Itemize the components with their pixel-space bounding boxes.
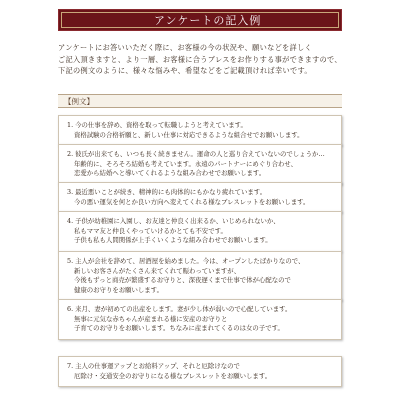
example-line: 5. 主人が会社を辞めて、居酒屋を始めました。今は、オープンしたばかりなので、 [67,257,305,265]
example-card-2 [58,144,342,185]
example-card-7 [58,356,342,387]
example-line: 子供も私も人間関係が上手くいくような組み合わせでお願いします。 [74,236,272,245]
example-line: 2. 彼氏が出来ても、いつも長く続きません。運命の人と巡り合えていないのでしょうか… [67,150,325,158]
example-line: 4. 子供が幼稚園に入園し、お友達と仲良く出来るか、いじめられないか、 [67,217,280,225]
intro-line: 下記の例文のように、様々な悩みや、希望などをご記載頂ければ幸いです。 [58,66,312,76]
page-title-bar [58,9,342,31]
example-line: 7. 主人の仕事運アップとお給料アップ、それと厄除けなので [67,362,240,370]
example-line: 3. 最近悪いことが続き、精神的にも肉体的にもかなり疲れています。 [67,188,267,196]
example-line: 私もママ友と仲良くやっていけるかとても不安です。 [74,226,227,235]
examples-label: 【例文】 [58,94,342,108]
example-line: 年齢的に、そろそろ結婚も考えています。永遠のパートナーにめぐり合わせ、 [74,159,297,168]
example-line: 新しいお客さんがたくさん来てくれて賑わっていますが、 [74,266,241,275]
example-card-4 [58,211,342,252]
example-card-6 [58,299,342,340]
example-line: 資格試験の合格祈願と、新しい仕事に対応できるような組合せでお願いします。 [74,130,304,139]
intro-text [58,42,358,77]
example-card-3 [58,182,342,213]
example-line: 厄除け・交通安全のお守りになる様なブレスレットをお願いします。 [74,371,272,380]
example-line: 無事に元気な赤ちゃんが産まれる様に安産のお守りと [74,314,228,323]
intro-line: ご記入頂きますと、より一層、お客様に合うブレスをお作りする事ができますので、 [58,54,342,64]
example-line: 健康のお守りをお願いします。 [74,285,163,294]
example-card-5 [58,251,342,301]
example-line: 今後もずっと商売が繁盛するお守りと、深夜遅くまで仕事で体が心配なので [74,276,291,285]
intro-line: アンケートにお答いいただく際に、お客様の今の状況や、願いなどを詳しく [58,43,313,52]
page-title: アンケートの記入例 [154,14,262,27]
example-line: 1. 今の仕事を辞め、資格を取って転職しようと考えています。 [67,121,247,129]
example-line: 子育てのお守りをお願いします。ちなみに産まれてくるのは女の子です。 [74,324,284,333]
example-card-1 [58,115,342,146]
example-line: 恋愛から結婚へと導いてくれるような組み合わせでお願いします。 [74,169,266,178]
example-line: 6. 来月、妻が初めての出産をします。妻が少し体が弱いので心配しています。 [67,305,292,313]
example-line: 今の悪い運気を何とか良い方向へ変えてくれる様なブレスレットをお願いします。 [74,197,310,206]
